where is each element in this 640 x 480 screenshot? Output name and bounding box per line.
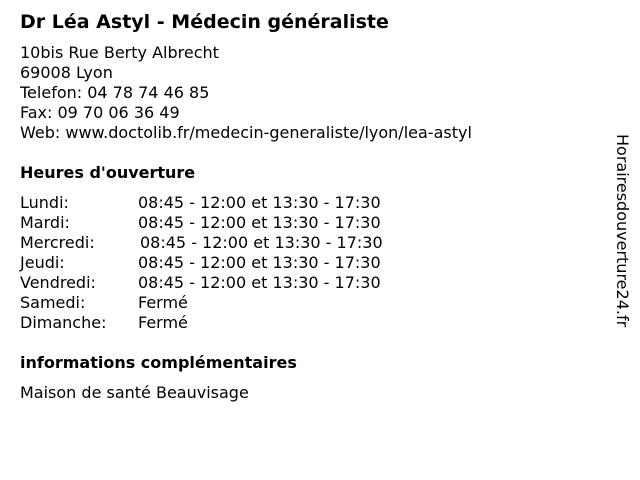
day-label: Mardi: — [20, 213, 70, 232]
hours-value: Fermé — [138, 293, 188, 312]
page-title: Dr Léa Astyl - Médecin généraliste — [20, 11, 389, 33]
fax-number: Fax: 09 70 06 36 49 — [20, 103, 180, 122]
day-label: Vendredi: — [20, 273, 96, 292]
phone-number: Telefon: 04 78 74 46 85 — [20, 83, 210, 102]
day-label: Mercredi: — [20, 233, 95, 252]
hours-value: 08:45 - 12:00 et 13:30 - 17:30 — [140, 233, 383, 252]
hours-value: 08:45 - 12:00 et 13:30 - 17:30 — [138, 253, 381, 272]
opening-hours-heading: Heures d'ouverture — [20, 163, 196, 182]
site-watermark: Horairesdouverture24.fr — [613, 134, 632, 328]
website-link[interactable]: Web: www.doctolib.fr/medecin-generaliste/lyon/lea-astyl — [20, 123, 472, 142]
address-street: 10bis Rue Berty Albrecht — [20, 43, 219, 62]
additional-info-heading: informations complémentaires — [20, 353, 297, 372]
day-label: Lundi: — [20, 193, 69, 212]
additional-info-text: Maison de santé Beauvisage — [20, 383, 249, 402]
hours-value: 08:45 - 12:00 et 13:30 - 17:30 — [138, 213, 381, 232]
hours-value: 08:45 - 12:00 et 13:30 - 17:30 — [138, 193, 381, 212]
contact-block — [20, 43, 472, 143]
hours-value: Fermé — [138, 313, 188, 332]
hours-value: 08:45 - 12:00 et 13:30 - 17:30 — [138, 273, 381, 292]
day-label: Jeudi: — [20, 253, 65, 272]
day-label: Samedi: — [20, 293, 86, 312]
address-city: 69008 Lyon — [20, 63, 113, 82]
day-label: Dimanche: — [20, 313, 107, 332]
